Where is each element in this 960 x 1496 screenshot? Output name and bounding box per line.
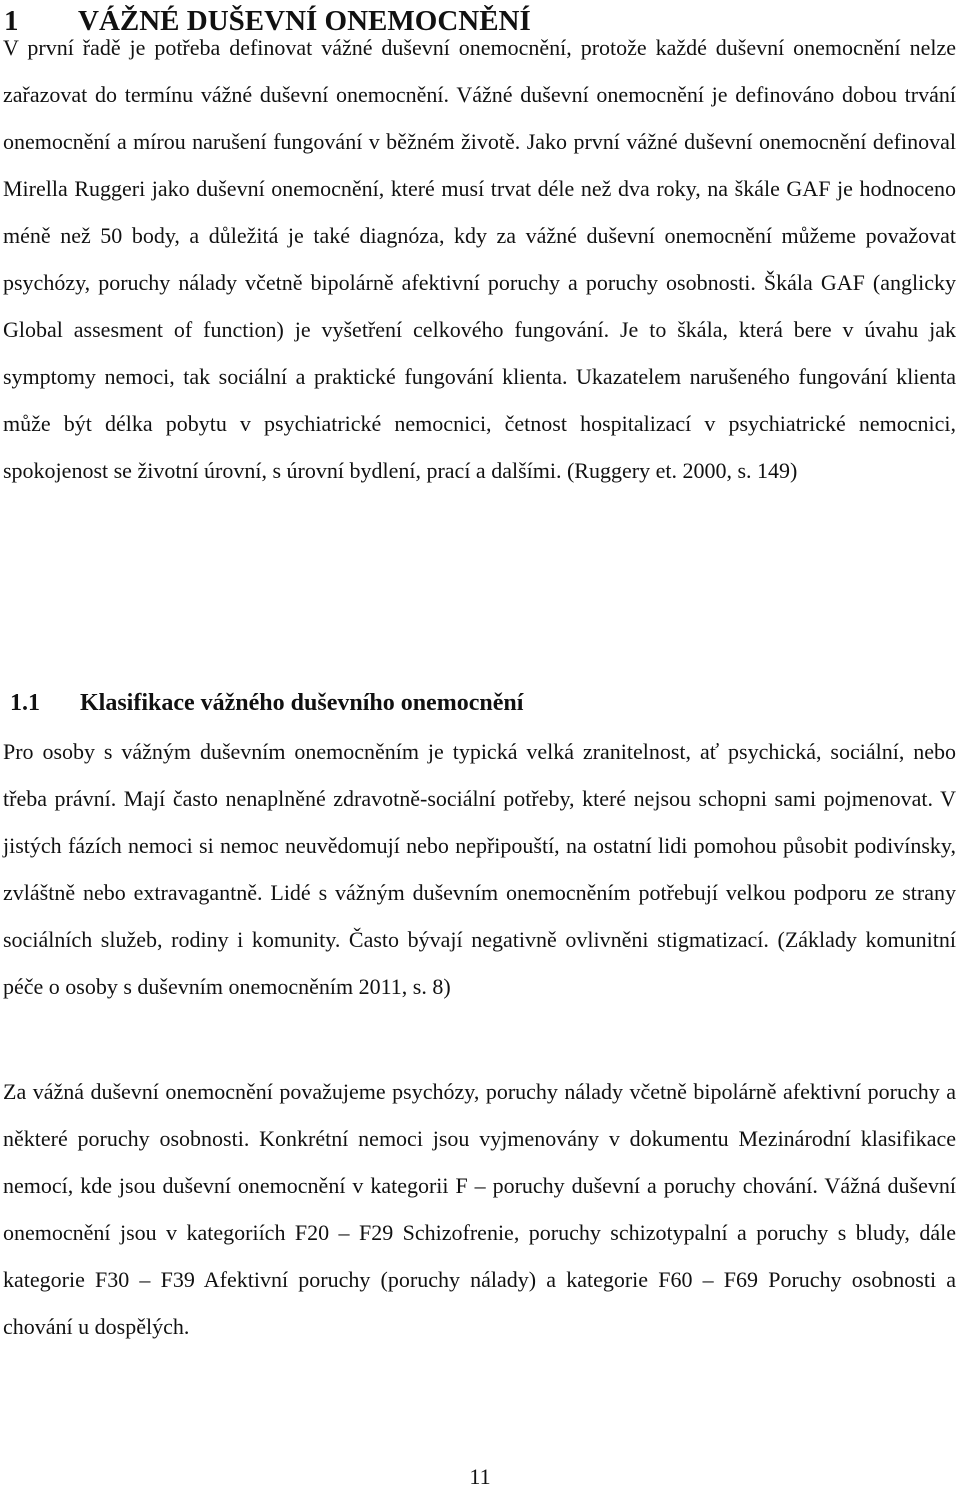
paragraph-vulnerability: Pro osoby s vážným duševním onemocněním je typická velká zranitelnost, ať psychická, sociální, nebo třeba právní. Mají často nenaplněné zdravotně-sociální potřeby, které nejsou schopni sami pojmenovat. V jistých fázích nemoci si nemoc neuvědomují nebo nepřipouští, na ostatní lidi pomohou působit podivínsky, zvláštně nebo extravagantně. Lidé s vážným duševním onemocněním potřebují velkou podporu ze strany sociálních služeb, rodiny i komunity. Často bývají negativně ovlivněni stigmatizací. (Základy komunitní péče o osoby s duševním onemocněním 2011, s. 8)	[3, 739, 956, 999]
paragraph-classification: Za vážná duševní onemocnění považujeme psychózy, poruchy nálady včetně bipolárně afektivní poruchy a některé poruchy osobnosti. Konkrétní nemoci jsou vyjmenovány v dokumentu Mezinárodní klasifikace nemocí, kde jsou duševní onemocnění v kategorii F – poruchy duševní a poruchy chování. Vážná duševní onemocnění jsou v kategoriích F20 – F29 Schizofrenie, poruchy schizotypalní a poruchy s bludy, dále kategorie F30 – F39 Afektivní poruchy (poruchy nálady) a kategorie F60 – F69 Poruchy osobnosti a chování u dospělých.	[3, 1079, 956, 1339]
section-heading	[10, 686, 523, 720]
page-number: 11	[469, 1464, 491, 1489]
section-number: 1.1	[10, 690, 40, 716]
chapter-title: VÁŽNÉ DUŠEVNÍ ONEMOCNĚNÍ	[78, 5, 531, 37]
paragraph-definition: V první řadě je potřeba definovat vážné duševní onemocnění, protože každé duševní onemocnění nelze zařazovat do termínu vážné duševní onemocnění. Vážné duševní onemocnění je definováno dobou trvání onemocnění a mírou narušení fungování v běžném životě. Jako první vážné duševní onemocnění definoval Mirella Ruggeri jako duševní onemocnění, které musí trvat déle než dva roky, na škále GAF je hodnoceno méně než 50 body, a důležitá je také diagnóza, kdy za vážné duševní onemocnění můžeme považovat psychózy, poruchy nálady včetně bipolárně afektivní poruchy a poruchy osobnosti. Škála GAF (anglicky Global assesment of function) je vyšetření celkového fungování. Je to škála, která bere v úvahu jak symptomy nemoci, tak sociální a praktické fungování klienta. Ukazatelem narušeného fungování klienta může být délka pobytu v psychiatrické nemocnici, četnost hospitalizací v psychiatrické nemocnici, spokojenost se životní úrovní, s úrovní bydlení, prací a dalšími. (Ruggery et. 2000, s. 149)	[3, 35, 956, 483]
section-title: Klasifikace vážného duševního onemocnění	[80, 690, 524, 716]
chapter-number: 1	[4, 5, 19, 37]
